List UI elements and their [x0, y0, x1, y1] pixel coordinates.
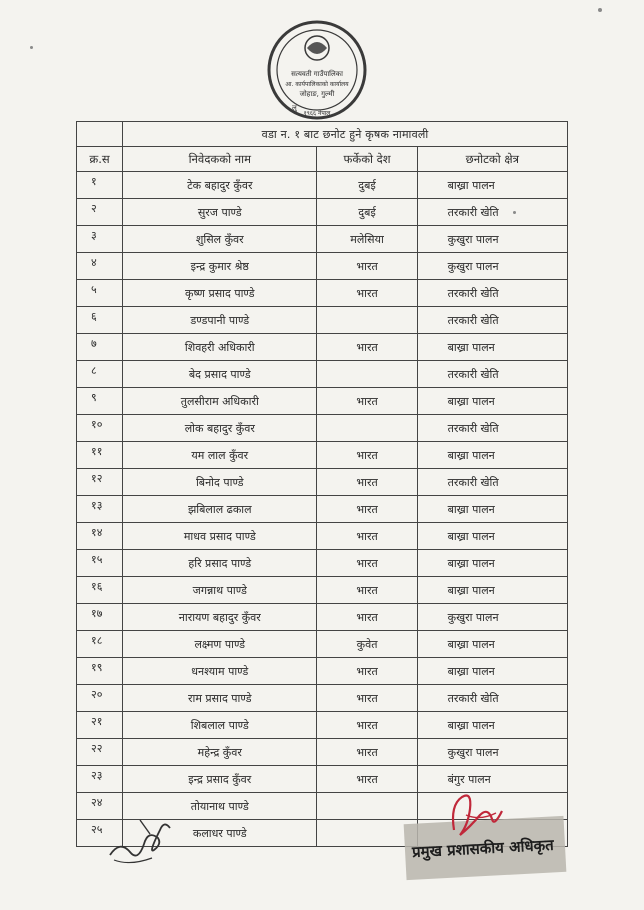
title-blank-cell	[77, 122, 123, 147]
header-name: निवेदकको नाम	[123, 147, 317, 172]
cell-country: भारत	[317, 253, 417, 280]
cell-sector: बाख्रा पालन	[417, 523, 567, 550]
cell-name: टेक बहादुर कुँवर	[123, 172, 317, 199]
cell-sn: १७	[77, 604, 123, 631]
cell-sn: १९	[77, 658, 123, 685]
official-title-text: प्रमुख प्रशासकीय अधिकृत	[411, 835, 555, 862]
cell-country: भारत	[317, 739, 417, 766]
cell-sn: १४	[77, 523, 123, 550]
cell-sn: ३	[77, 226, 123, 253]
scan-speck	[30, 46, 33, 49]
cell-name: कृष्ण प्रसाद पाण्डे	[123, 280, 317, 307]
cell-sn: १५	[77, 550, 123, 577]
cell-sector: बाख्रा पालन	[417, 631, 567, 658]
cell-country: भारत	[317, 280, 417, 307]
table-row	[77, 631, 568, 658]
table-title: वडा न. १ बाट छनोट हुने कृषक नामावली	[123, 122, 568, 147]
cell-name: धनश्याम पाण्डे	[123, 658, 317, 685]
cell-country: भारत	[317, 604, 417, 631]
cell-country	[317, 415, 417, 442]
cell-sector: तरकारी खेति	[417, 307, 567, 334]
cell-country: कुवेत	[317, 631, 417, 658]
cell-sn: १०	[77, 415, 123, 442]
table-row	[77, 172, 568, 199]
office-seal	[262, 18, 372, 128]
table-row	[77, 658, 568, 685]
cell-sn: २	[77, 199, 123, 226]
scan-speck	[598, 8, 602, 12]
table-row	[77, 550, 568, 577]
cell-name: इन्द्र कुमार श्रेष्ठ	[123, 253, 317, 280]
cell-sn: ६	[77, 307, 123, 334]
cell-name: शिवहरी अधिकारी	[123, 334, 317, 361]
table-row	[77, 442, 568, 469]
cell-sector: बाख्रा पालन	[417, 496, 567, 523]
cell-name: लोक बहादुर कुँवर	[123, 415, 317, 442]
cell-sector: तरकारी खेति	[417, 280, 567, 307]
cell-sn: १६	[77, 577, 123, 604]
cell-name: इन्द्र प्रसाद कुँवर	[123, 766, 317, 793]
table-row	[77, 253, 568, 280]
table-row	[77, 388, 568, 415]
cell-sector: बाख्रा पालन	[417, 712, 567, 739]
table-row	[77, 739, 568, 766]
cell-sn: २३	[77, 766, 123, 793]
table-title-row	[77, 122, 568, 147]
table-row	[77, 469, 568, 496]
cell-sector: बाख्रा पालन	[417, 172, 567, 199]
table-row	[77, 226, 568, 253]
cell-sector: बाख्रा पालन	[417, 658, 567, 685]
cell-sector: बाख्रा पालन	[417, 388, 567, 415]
cell-sn: ५	[77, 280, 123, 307]
table-row	[77, 334, 568, 361]
cell-sn: १२	[77, 469, 123, 496]
cell-sn: २०	[77, 685, 123, 712]
table-row	[77, 496, 568, 523]
cell-sector: तरकारी खेति	[417, 199, 567, 226]
cell-name: तुलसीराम अधिकारी	[123, 388, 317, 415]
cell-country: दुबई	[317, 199, 417, 226]
cell-sector: तरकारी खेति	[417, 415, 567, 442]
cell-country	[317, 793, 417, 820]
cell-name: तोयानाथ पाण्डे	[123, 793, 317, 820]
cell-sector: तरकारी खेति	[417, 361, 567, 388]
cell-name: यम लाल कुँवर	[123, 442, 317, 469]
cell-sector: कुखुरा पालन	[417, 253, 567, 280]
cell-name: नारायण बहादुर कुँवर	[123, 604, 317, 631]
cell-sector: कुखुरा पालन	[417, 226, 567, 253]
cell-country: भारत	[317, 496, 417, 523]
cell-country: भारत	[317, 712, 417, 739]
cell-name: झबिलाल ढकाल	[123, 496, 317, 523]
cell-name: महेन्द्र कुँवर	[123, 739, 317, 766]
cell-country: भारत	[317, 658, 417, 685]
cell-name: जगन्नाथ पाण्डे	[123, 577, 317, 604]
cell-name: माधव प्रसाद पाण्डे	[123, 523, 317, 550]
cell-country: भारत	[317, 388, 417, 415]
table-row	[77, 361, 568, 388]
table-row	[77, 712, 568, 739]
cell-country	[317, 820, 417, 847]
table-row	[77, 307, 568, 334]
cell-name: शुसिल कुँवर	[123, 226, 317, 253]
cell-country: भारत	[317, 523, 417, 550]
cell-sector: बाख्रा पालन	[417, 577, 567, 604]
svg-text:लु: लु	[292, 104, 297, 112]
table-row	[77, 280, 568, 307]
header-sector: छनोटको क्षेत्र	[417, 147, 567, 172]
cell-name: हरि प्रसाद पाण्डे	[123, 550, 317, 577]
cell-name: राम प्रसाद पाण्डे	[123, 685, 317, 712]
cell-sn: ११	[77, 442, 123, 469]
table-body	[77, 172, 568, 847]
cell-sector: बंगुर पालन	[417, 766, 567, 793]
cell-country: दुबई	[317, 172, 417, 199]
cell-sector: बाख्रा पालन	[417, 442, 567, 469]
cell-sn: ८	[77, 361, 123, 388]
svg-text:सत्यवती गाउँपालिका: सत्यवती गाउँपालिका	[291, 70, 343, 78]
cell-sector: कुखुरा पालन	[417, 739, 567, 766]
cell-name: सुरज पाण्डे	[123, 199, 317, 226]
cell-country: भारत	[317, 766, 417, 793]
table-header-row	[77, 147, 568, 172]
cell-sector: बाख्रा पालन	[417, 550, 567, 577]
header-country: फर्केको देश	[317, 147, 417, 172]
cell-sn: ९	[77, 388, 123, 415]
cell-country: भारत	[317, 469, 417, 496]
cell-name: डण्डपानी पाण्डे	[123, 307, 317, 334]
signature-right	[440, 785, 520, 845]
farmer-list-table	[76, 121, 568, 847]
cell-sector: बाख्रा पालन	[417, 334, 567, 361]
table-row	[77, 199, 568, 226]
cell-country: मलेसिया	[317, 226, 417, 253]
cell-sector: तरकारी खेति	[417, 469, 567, 496]
cell-country: भारत	[317, 577, 417, 604]
cell-country: भारत	[317, 442, 417, 469]
cell-sn: २२	[77, 739, 123, 766]
cell-sn: १३	[77, 496, 123, 523]
cell-sector: तरकारी खेति	[417, 685, 567, 712]
cell-sn: २१	[77, 712, 123, 739]
cell-name: कलाधर पाण्डे	[123, 820, 317, 847]
cell-name: शिबलाल पाण्डे	[123, 712, 317, 739]
header-sn: क्र.स	[77, 147, 123, 172]
cell-country	[317, 361, 417, 388]
cell-name: लक्ष्मण पाण्डे	[123, 631, 317, 658]
cell-sn: १	[77, 172, 123, 199]
table-row	[77, 685, 568, 712]
table-row	[77, 577, 568, 604]
cell-sn: २५	[77, 820, 123, 847]
table-row	[77, 604, 568, 631]
table-row	[77, 415, 568, 442]
table-row	[77, 523, 568, 550]
cell-sn: १८	[77, 631, 123, 658]
cell-sn: ७	[77, 334, 123, 361]
svg-text:जोहाङ, गुल्मी: जोहाङ, गुल्मी	[299, 90, 335, 98]
svg-text:१९६६ नेपाल: १९६६ नेपाल	[303, 110, 331, 117]
cell-name: बिनोद पाण्डे	[123, 469, 317, 496]
cell-country: भारत	[317, 550, 417, 577]
signature-left	[100, 800, 180, 870]
cell-country	[317, 307, 417, 334]
cell-country: भारत	[317, 334, 417, 361]
cell-country: भारत	[317, 685, 417, 712]
cell-sn: ४	[77, 253, 123, 280]
cell-name: बेद प्रसाद पाण्डे	[123, 361, 317, 388]
cell-sn: २४	[77, 793, 123, 820]
svg-text:आ. कार्यपालिकाको कार्यालय: आ. कार्यपालिकाको कार्यालय	[285, 81, 349, 88]
cell-sector: कुखुरा पालन	[417, 604, 567, 631]
